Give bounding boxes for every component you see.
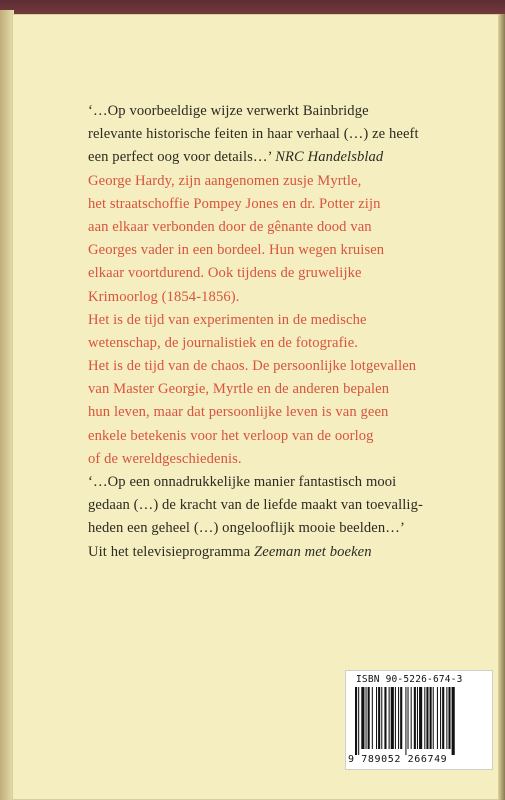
- quote-source: NRC Handelsblad: [275, 149, 384, 166]
- barcode-bar: [384, 687, 386, 749]
- quote-nrc: [88, 100, 483, 170]
- quote-line: relevante historische feiten in haar verhaal (…) ze heeft: [88, 126, 419, 143]
- summary-line: elkaar voortdurend. Ook tijdens de gruwelijke: [88, 265, 362, 282]
- barcode-bar: [452, 687, 455, 755]
- summary-line: of de wereldgeschiedenis.: [88, 450, 242, 467]
- summary-line: aan elkaar verbonden door de gênante dood van: [88, 218, 372, 235]
- barcode-bar: [419, 687, 422, 749]
- barcode-bar: [437, 687, 438, 749]
- summary-line: enkele betekenis voor het verloop van de oorlog: [88, 427, 374, 444]
- barcode-bar: [376, 687, 377, 749]
- quote-tv: [88, 471, 483, 564]
- barcode-bar: [389, 687, 390, 749]
- quote-line: [88, 541, 483, 564]
- quote-prefix: Uit het televisieprogramma: [88, 543, 255, 560]
- barcode-bar: [378, 687, 380, 749]
- cover-right-edge: [499, 14, 505, 800]
- barcode-bar: [398, 687, 399, 749]
- barcode-bar: [400, 687, 402, 749]
- summary-paragraph-1: [88, 170, 483, 309]
- quote-line: ‘…Op voorbeeldige wijze verwerkt Bainbridge: [88, 103, 369, 119]
- barcode-bar: [381, 687, 382, 749]
- barcode-bar: [433, 687, 434, 749]
- barcode-bar: [417, 687, 418, 749]
- barcode-bar: [372, 687, 373, 749]
- barcode-bar: [430, 687, 432, 749]
- barcode-bar: [408, 687, 409, 749]
- barcode-bar: [411, 687, 412, 749]
- barcode-bar: [395, 687, 396, 749]
- quote-line: [88, 146, 483, 169]
- barcode-bar: [355, 687, 357, 755]
- quote-line: heden een geheel (…) ongelooflijk mooie beelden…’: [88, 520, 405, 537]
- quote-text: een perfect oog voor details…’: [88, 149, 276, 166]
- barcode-bar: [368, 687, 370, 749]
- barcode-bar: [405, 687, 406, 755]
- barcode-bar: [358, 687, 359, 755]
- summary-line: Georges vader in een bordeel. Hun wegen kruisen: [88, 242, 385, 259]
- summary-line: Het is de tijd van de chaos. De persoonlijke lotgevallen: [88, 358, 417, 375]
- summary-line: Het is de tijd van experimenten in de medische: [88, 311, 367, 328]
- barcode-bar: [440, 687, 441, 749]
- summary-line: het straatschoffie Pompey Jones en dr. Potter zijn: [88, 195, 381, 212]
- isbn-number: ISBN 90-5226-674-3: [356, 674, 463, 685]
- barcode-bar: [448, 687, 450, 749]
- barcode-bars: [355, 687, 481, 755]
- summary-line: van Master Georgie, Myrtle en de anderen bepalen: [88, 381, 390, 398]
- summary-paragraph-2: [88, 309, 483, 471]
- blurb-text: [88, 100, 483, 564]
- barcode-bar: [442, 687, 444, 749]
- barcode-bar: [424, 687, 425, 749]
- summary-line: George Hardy, zijn aangenomen zusje Myrtle,: [88, 172, 362, 189]
- quote-line: ‘…Op een onnadrukkelijke manier fantastisch mooi: [88, 474, 397, 490]
- barcode-bar: [366, 687, 367, 749]
- ean-number: 9 789052 266749: [348, 754, 448, 765]
- quote-line: gedaan (…) de kracht van de liefde maakt van toevallig-: [88, 497, 423, 514]
- summary-line: hun leven, maar dat persoonlijke leven is van geen: [88, 404, 389, 421]
- barcode-bar: [361, 687, 364, 749]
- barcode-bar: [391, 687, 394, 749]
- barcode-bar: [414, 687, 416, 749]
- summary-line: Krimoorlog (1854-1856).: [88, 288, 240, 305]
- barcode-bar: [426, 687, 428, 749]
- quote-source: Zeeman met boeken: [254, 543, 372, 560]
- summary-line: wetenschap, de journalistiek en de fotografie.: [88, 334, 359, 351]
- barcode-bar: [446, 687, 447, 749]
- barcode-label: [345, 670, 493, 770]
